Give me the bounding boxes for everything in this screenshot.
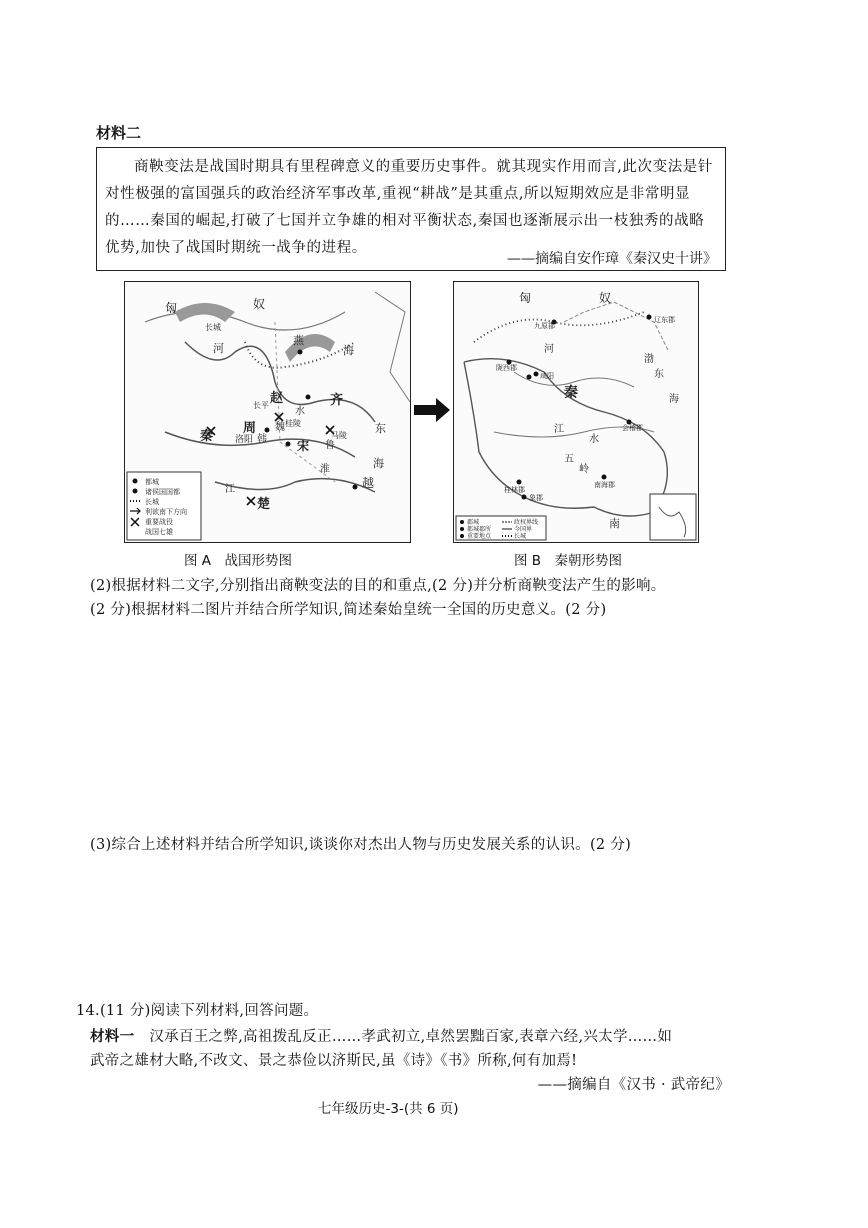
material-one-line-1 bbox=[90, 1025, 672, 1046]
map-a-label-he: 河 bbox=[213, 342, 224, 355]
page-footer: 七年级历史-3-(共 6 页) bbox=[318, 1101, 459, 1117]
map-b-label-ling: 岭 bbox=[579, 464, 589, 475]
map-b-legend-4: 政权界线 bbox=[514, 519, 539, 526]
map-a-legend-4: 利欲南下方向 bbox=[145, 508, 187, 516]
map-a-label-xiongnu-2: 奴 bbox=[253, 297, 266, 311]
question-14-header: 14.(11 分)阅读下列材料,回答问题。 bbox=[76, 1003, 319, 1019]
map-b-label-guilin: 桂林郡 bbox=[504, 486, 525, 494]
map-b-label-shui: 水 bbox=[589, 434, 599, 445]
map-b-label-jiuyuan: 九原郡 bbox=[534, 322, 555, 330]
map-a-label-lu: 鲁 bbox=[325, 440, 335, 451]
map-b-label-hai: 海 bbox=[669, 394, 679, 405]
map-a-label-jiang: 江 bbox=[225, 484, 235, 495]
map-b-label-xiongnu-2: 奴 bbox=[599, 291, 612, 305]
map-a-label-shui: 水 bbox=[295, 406, 305, 417]
map-a-label-maling: 马陵 bbox=[331, 431, 347, 440]
map-a-legend-5: 重要战役 bbox=[145, 518, 173, 526]
map-a-label-changcheng: 长城 bbox=[205, 323, 221, 332]
map-a-legend-6: 战国七雄 bbox=[145, 528, 173, 536]
map-a-label-changping: 长平 bbox=[253, 401, 269, 410]
map-b-caption: 图 B 秦朝形势图 bbox=[514, 553, 623, 569]
map-b-label-nan: 南 bbox=[609, 517, 620, 530]
question-2-line-2: (2 分)根据材料二图片并结合所学知识,简述秦始皇统一全国的历史意义。(2 分) bbox=[90, 602, 607, 618]
map-b-label-wu: 五 bbox=[564, 454, 574, 465]
map-a-label-hai-north: 海 bbox=[343, 344, 354, 357]
arrow-right-icon bbox=[412, 396, 452, 424]
map-a-label-yan: 燕 bbox=[293, 334, 304, 347]
map-a-label-dong: 东 bbox=[375, 422, 386, 435]
map-a-caption: 图 A 战国形势图 bbox=[184, 553, 293, 569]
map-a-label-guiling: 桂陵 bbox=[285, 419, 301, 428]
map-b-label-he: 河 bbox=[544, 344, 554, 355]
map-a-label-huai: 淮 bbox=[320, 464, 330, 475]
map-a-drawing bbox=[125, 282, 412, 544]
map-a-label-han: 韩 bbox=[257, 434, 267, 445]
material-two-paragraph: 商鞅变法是战国时期具有里程碑意义的重要历史事件。就其现实作用而言,此次变法是针对性极强的富国强兵的政治经济军事改革,重视“耕战”是其重点,所以短期效应是非常明显的……秦国的崛起,打破了七国并立争雄的相对平衡状态,秦国也逐渐展示出一枝独秀的战略优势,加快了战国时期统一战争的进程。 bbox=[105, 159, 714, 256]
map-b-legend-2: 都城郡所 bbox=[467, 526, 492, 533]
map-a-label-qi: 齐 bbox=[330, 393, 344, 408]
map-a-label-zhou: 周 bbox=[243, 421, 257, 436]
map-a-legend-2: 诸侯国国都 bbox=[145, 488, 180, 496]
material-one-line-2: 武帝之雄材大略,不改文、景之恭俭以济斯民,虽《诗》《书》所称,何有加焉! bbox=[90, 1053, 578, 1069]
map-b-label-bo: 渤 bbox=[644, 354, 654, 365]
map-a-label-zhao: 赵 bbox=[270, 391, 284, 406]
material-one-text-1: 汉承百王之弊,高祖拨乱反正……孝武初立,卓然罢黜百家,表章六经,兴太学……如 bbox=[149, 1029, 673, 1045]
map-b-label-longxi: 陇西郡 bbox=[496, 364, 517, 372]
material-two-box bbox=[96, 147, 726, 271]
material-two-title: 材料二 bbox=[96, 124, 142, 142]
map-b-label-nanhai: 南海郡 bbox=[594, 481, 615, 489]
map-a-label-song: 宋 bbox=[297, 439, 310, 453]
map-b-label-qin: 秦 bbox=[564, 385, 578, 401]
map-b-label-dong: 东 bbox=[654, 369, 664, 380]
map-b-label-xianyang: 咸阳 bbox=[540, 372, 554, 380]
map-b-legend-1: 郡城 bbox=[467, 519, 480, 526]
map-a-warring-states bbox=[124, 281, 411, 543]
map-a-legend-3: 长城 bbox=[145, 498, 159, 506]
map-b-legend-3: 重要地点 bbox=[467, 533, 492, 540]
map-a-label-xiongnu-1: 匈 bbox=[165, 301, 178, 315]
map-b-label-jiang: 江 bbox=[554, 424, 564, 435]
map-a-label-chu: 楚 bbox=[257, 497, 271, 512]
map-b-legend-6: 长城 bbox=[514, 533, 527, 540]
material-one-label: 材料一 bbox=[90, 1029, 135, 1045]
material-two-source: ——摘编自安作璋《秦汉史十讲》 bbox=[507, 251, 717, 267]
map-a-legend-1: 都城 bbox=[145, 478, 159, 486]
map-a-label-luoyang: 洛阳 bbox=[235, 435, 254, 445]
map-a-label-qin: 秦 bbox=[200, 429, 214, 444]
map-a-label-hai-east: 海 bbox=[373, 457, 384, 470]
map-b-label-xiongnu-1: 匈 bbox=[519, 291, 532, 305]
material-one-source: ——摘编自《汉书 · 武帝纪》 bbox=[537, 1077, 730, 1093]
map-b-label-xiang: 象郡 bbox=[529, 494, 543, 502]
map-b-label-liaodong: 辽东郡 bbox=[654, 316, 675, 324]
map-a-label-wei: 魏 bbox=[275, 422, 285, 433]
map-b-label-kuaiji: 会稽郡 bbox=[622, 424, 643, 432]
map-b-drawing bbox=[454, 282, 700, 544]
map-a-label-yue: 越 bbox=[362, 476, 375, 490]
map-b-legend-5: 今国界 bbox=[514, 526, 533, 533]
question-3: (3)综合上述材料并结合所学知识,谈谈你对杰出人物与历史发展关系的认识。(2 分) bbox=[90, 837, 632, 853]
question-2-line-1: (2)根据材料二文字,分别指出商鞅变法的目的和重点,(2 分)并分析商鞅变法产生的影响。 bbox=[90, 578, 666, 594]
map-b-qin-dynasty bbox=[453, 281, 699, 543]
